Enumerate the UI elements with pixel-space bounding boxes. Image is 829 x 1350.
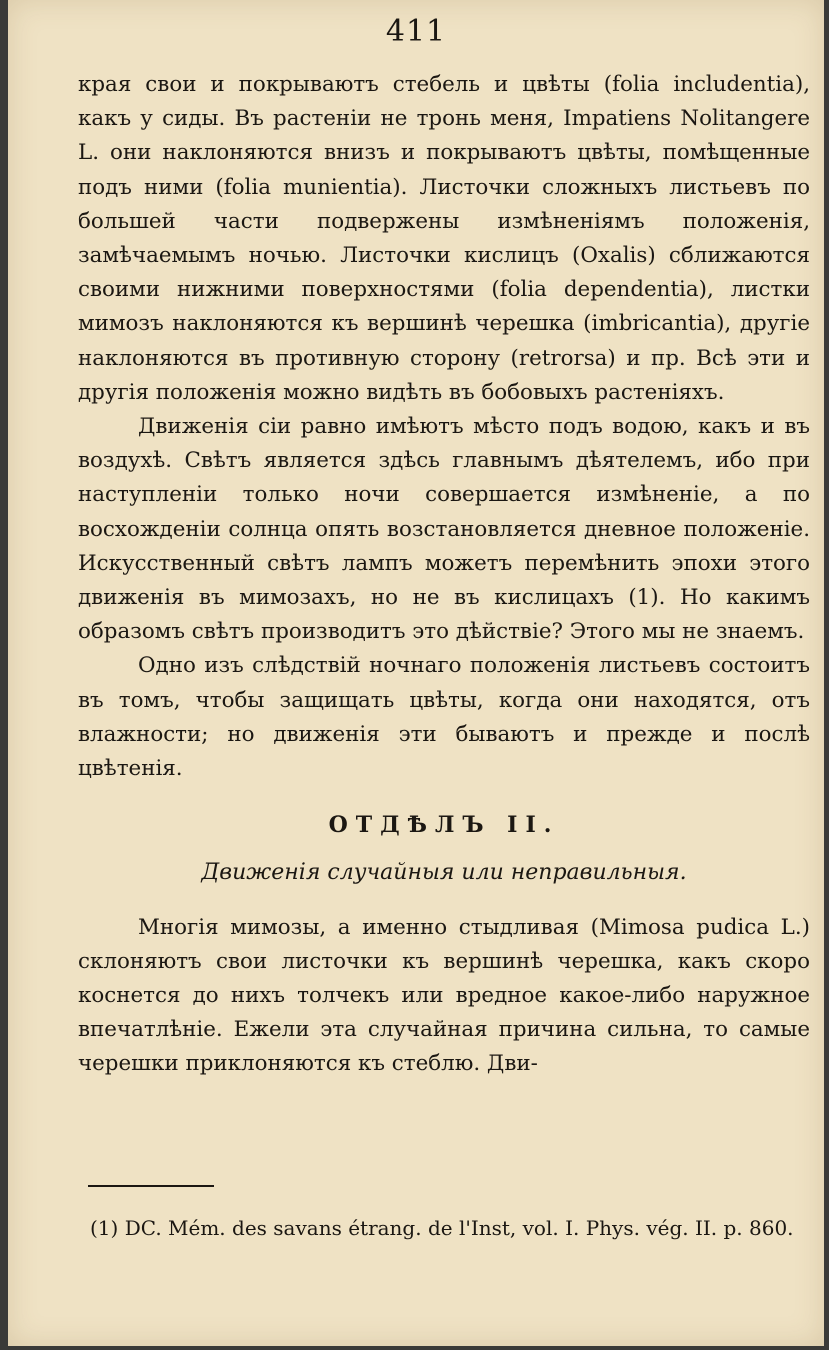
section-subtitle: Движенія случайныя или неправильныя. bbox=[201, 860, 687, 886]
paragraph-3: Одно изъ слѣдствій ночнаго положенія листьевъ состоитъ въ томъ, чтобы защищать цвѣты, когда они находятся, отъ влажности; но движенія эти бываютъ и прежде и послѣ цвѣтенія. bbox=[78, 653, 810, 782]
paragraph-1: края свои и покрываютъ стебель и цвѣты (folia includentia), какъ у сиды. Въ растеніи не тронь меня, Impatiens Nolitangere L. они наклоняются внизъ и покрываютъ цвѣты, помѣщенные подъ ними (folia munientia). Листочки сложныхъ листьевъ по большей части подвержены измѣненіямъ положенія, замѣчаемымъ ночью. Листочки кислицъ (Oxalis) сближаются своими нижними поверхностями (folia dependentia), листки мимозъ наклоняются къ вершинѣ черешка (imbricantia), другіе наклоняются въ противную сторону (retrorsa) и пр. Всѣ эти и другія положенія можно видѣть въ бобовыхъ растеніяхъ. bbox=[78, 72, 810, 405]
paragraph-2: Движенія сіи равно имѣютъ мѣсто подъ водою, какъ и въ воздухѣ. Свѣтъ является здѣсь главнымъ дѣятелемъ, ибо при наступленіи только ночи совершается измѣненіе, а по восхожденіи солнца опять возстановляется дневное положеніе. Искусственный свѣтъ лампъ можетъ перемѣнить эпохи этого движенія въ мимозахъ, но не въ кислицахъ (1). Но какимъ образомъ свѣтъ производитъ это дѣйствіе? Этого мы не знаемъ. bbox=[78, 414, 810, 645]
section-paragraph: Многія мимозы, а именно стыдливая (Mimosa pudica L.) склоняютъ свои листочки къ вершинѣ черешка, какъ скоро коснется до нихъ толчекъ или вредное какое-либо наружное впечатлѣніе. Ежели эта случайная причина сильна, то самые черешки приклоняются къ стеблю. Дви- bbox=[78, 914, 810, 1077]
footnote-divider bbox=[88, 1185, 214, 1187]
footnote: (1) DC. Mém. des savans étrang. de l'Inst, vol. I. Phys. vég. II. p. 860. bbox=[90, 1216, 794, 1240]
section-title: ОТДѢЛЪ II. bbox=[328, 812, 560, 839]
page-number: 411 bbox=[385, 14, 447, 49]
book-page bbox=[8, 0, 824, 1346]
main-text bbox=[78, 68, 810, 1082]
